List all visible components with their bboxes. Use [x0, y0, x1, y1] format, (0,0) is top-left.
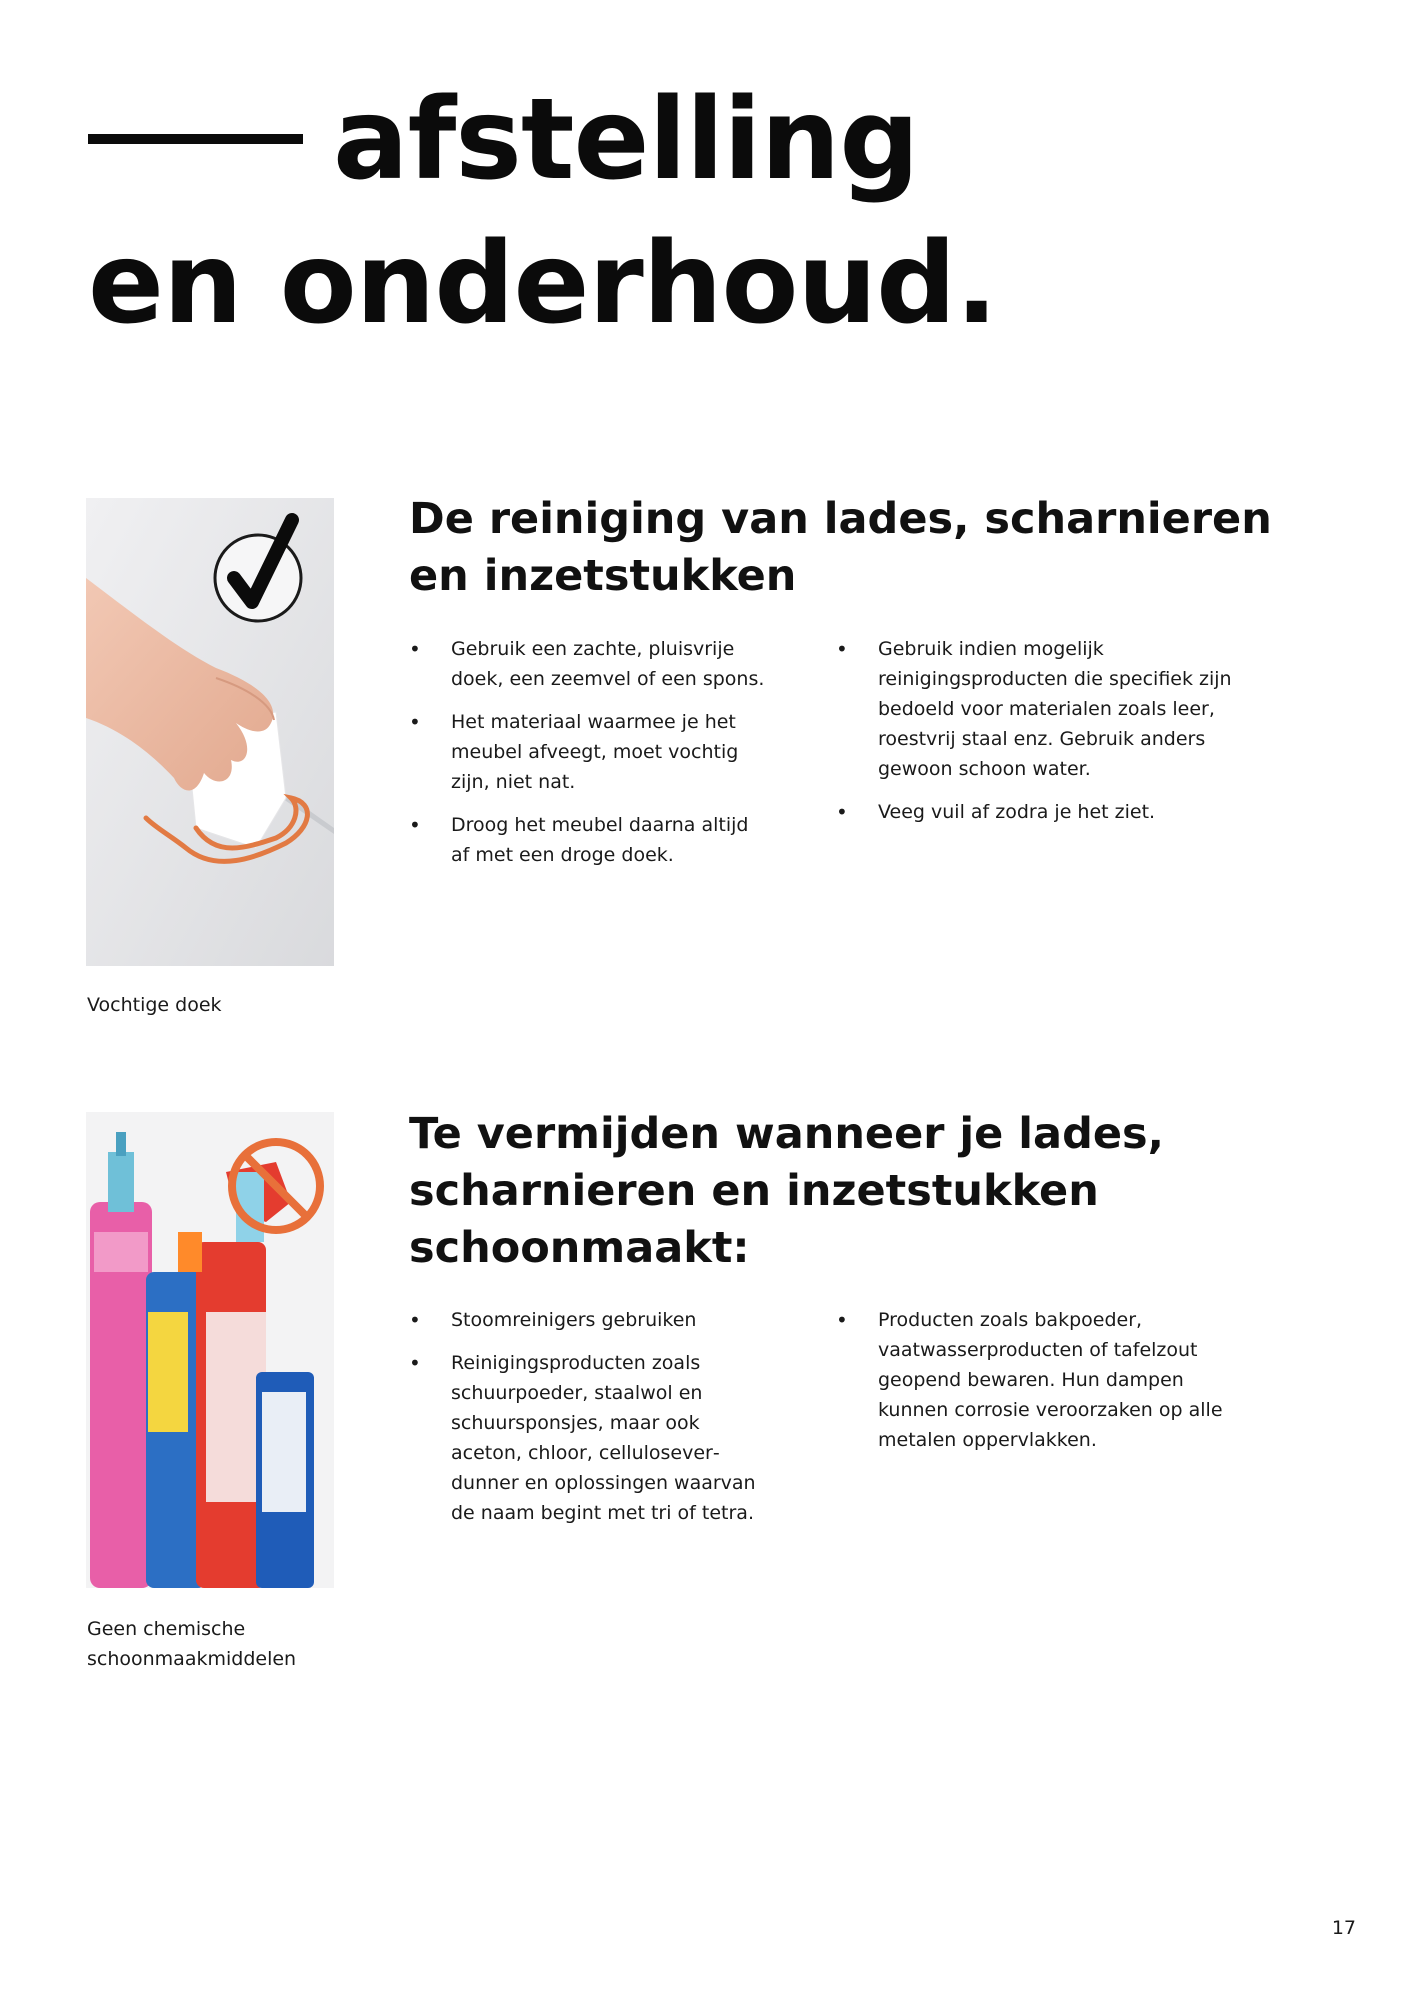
section1-heading: De reiniging van lades, scharnieren en inzetstukken	[409, 494, 1272, 601]
photo-chemical-products	[86, 1112, 334, 1588]
page-title	[88, 68, 1338, 356]
page-number: 17	[1331, 1917, 1356, 1939]
caption-no-chemicals: Geen chemische schoonmaakmiddelen	[87, 1618, 297, 1670]
section1-bullets-col1	[409, 634, 769, 883]
photo-damp-cloth	[86, 498, 334, 966]
list-item: • Producten zoals bakpoeder, vaatwasserproducten of tafelzout geopend bewaren. Hun dampen kunnen corrosie veroorzaken op alle metalen oppervlakken.	[836, 1305, 1236, 1455]
list-item: • Stoomreinigers gebruiken	[409, 1305, 769, 1335]
list-item: • Gebruik indien mogelijk reinigingsproducten die specifiek zijn bedoeld voor materialen zoals leer, roestvrij staal enz. Gebruik anders gewoon schoon water.	[836, 634, 1236, 784]
list-item: • Droog het meubel daarna altijd af met een droge doek.	[409, 810, 769, 870]
list-item: • Reinigingsproducten zoals schuurpoeder, staalwol en schuursponsjes, maar ook aceton, chloor, celluloseverdunner en oplossingen waarvan de naam begint met tri of tetra.	[409, 1348, 769, 1528]
title-line-2: en onderhoud.	[88, 219, 997, 349]
list-item: • Veeg vuil af zodra je het ziet.	[836, 797, 1236, 827]
section2-bullets-col2	[836, 1305, 1236, 1468]
section2-heading: Te vermijden wanneer je lades, scharnieren en inzetstukken schoonmaakt:	[409, 1109, 1164, 1273]
list-item: • Gebruik een zachte, pluisvrije doek, een zeemvel of een spons.	[409, 634, 769, 694]
section1-bullets-col2	[836, 634, 1236, 840]
title-line-1: afstelling	[333, 75, 919, 205]
section2-bullets-col1	[409, 1305, 769, 1541]
caption-damp-cloth: Vochtige doek	[87, 994, 222, 1016]
title-dash	[88, 134, 303, 144]
list-item: • Het materiaal waarmee je het meubel afveegt, moet vochtig zijn, niet nat.	[409, 707, 769, 797]
